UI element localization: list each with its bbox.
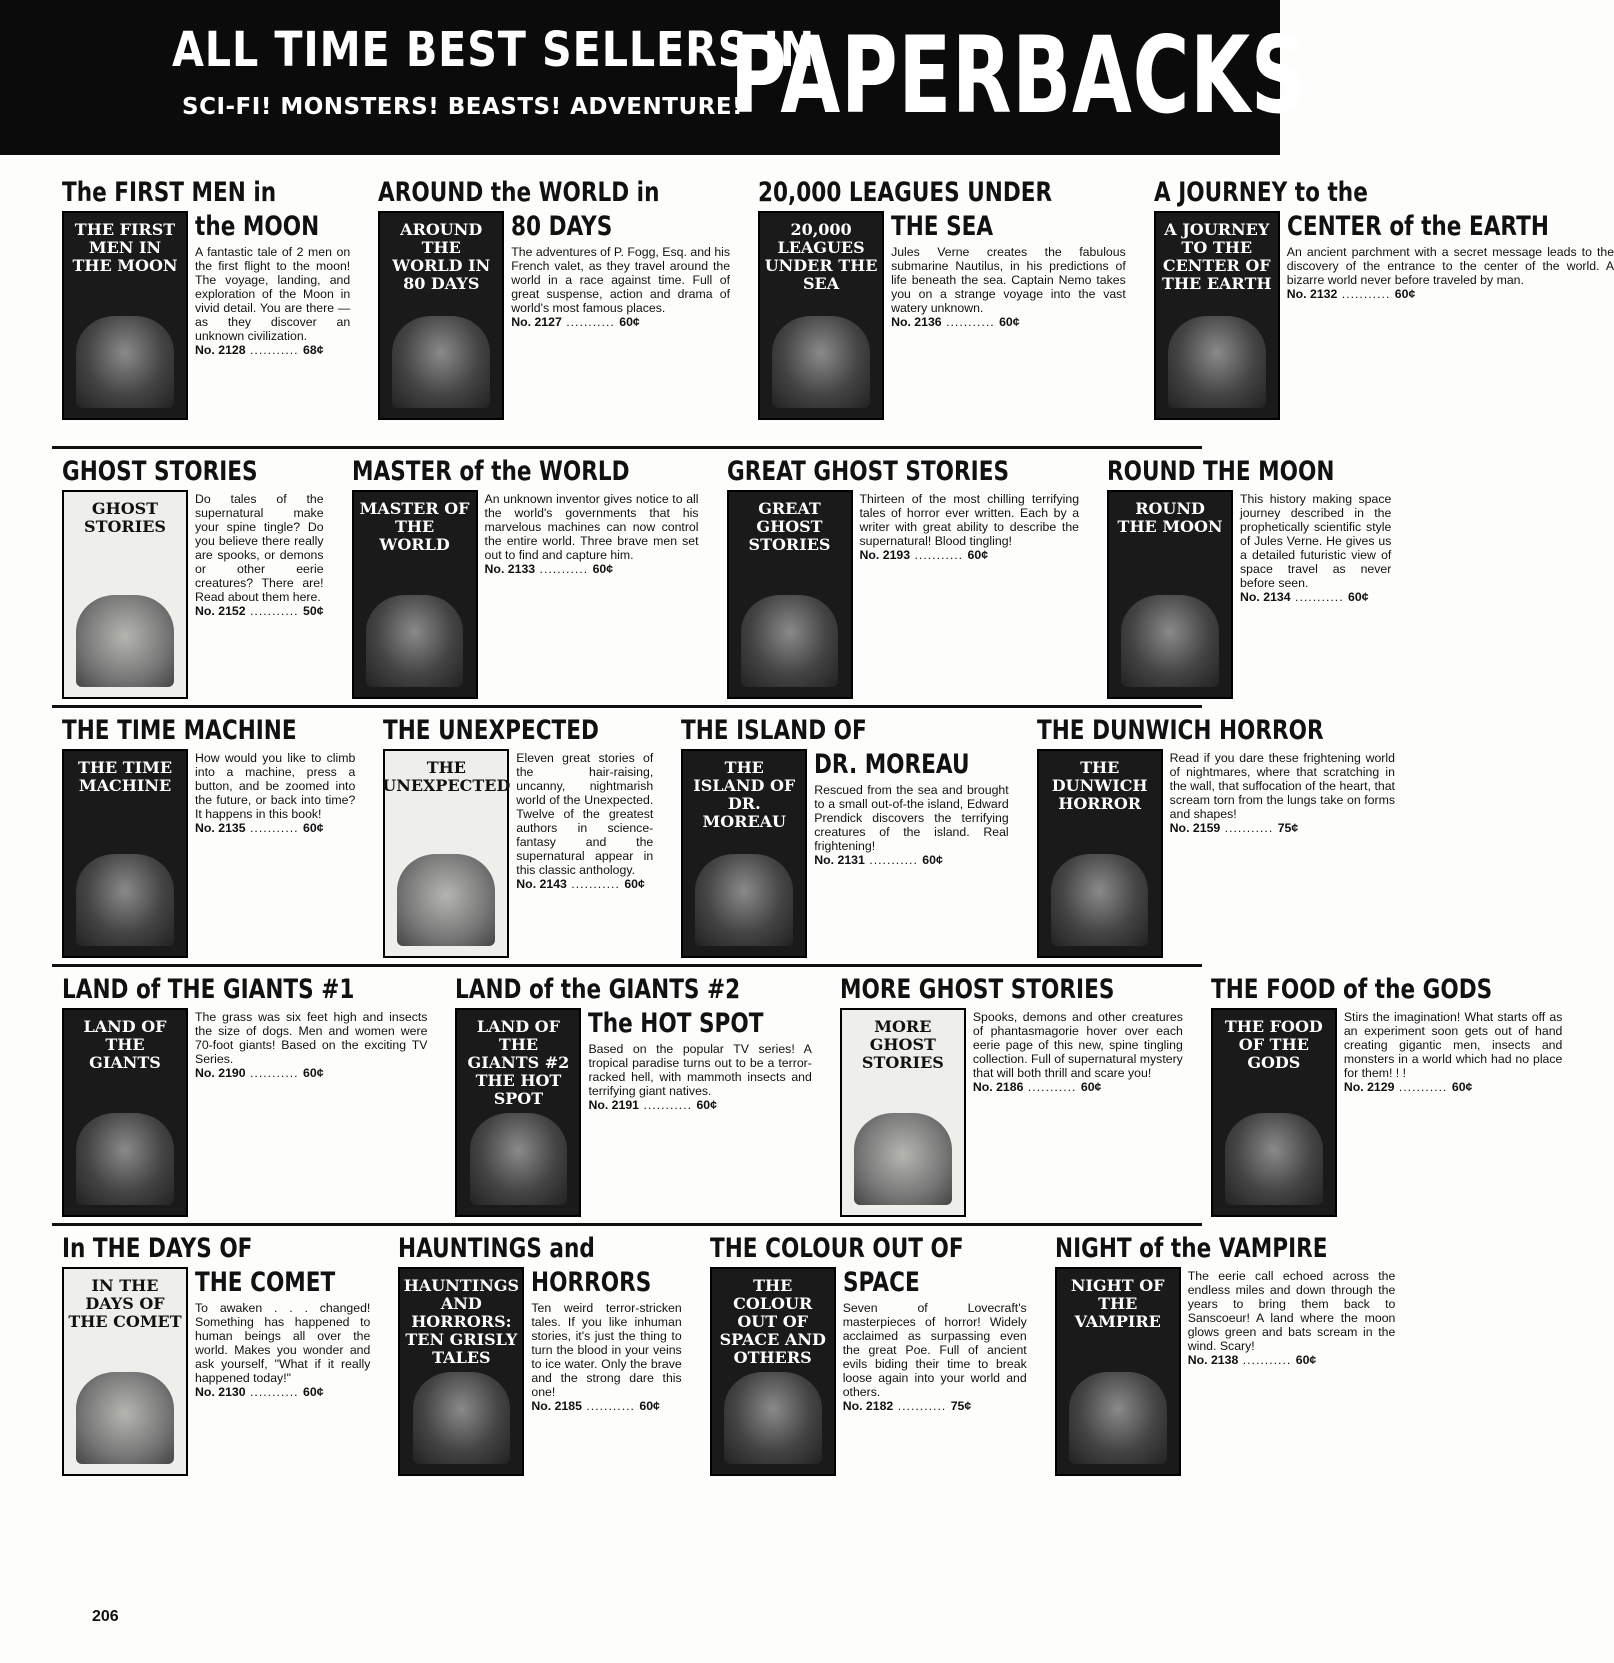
book-cover-image (1055, 1267, 1181, 1476)
cover-illustration (470, 1113, 568, 1205)
book-title: LAND of the GIANTS #2 (455, 974, 741, 1005)
book-listing (445, 967, 811, 1223)
book-listing (52, 449, 324, 705)
order-number: No. 2131 (814, 853, 865, 867)
book-description: Thirteen of the most chilling terrifying tales of horror ever written. Each by a writer with great ability to describe the supernatural! Blood tingling! (859, 492, 1080, 548)
order-number: No. 2136 (891, 315, 942, 329)
cover-title: LAND OF THE GIANTS (83, 1017, 167, 1072)
price: 60¢ (303, 821, 324, 835)
book-cover-image (758, 211, 884, 420)
order-line (1170, 821, 1395, 836)
book-cover-image (840, 1008, 966, 1217)
cover-illustration (413, 1372, 511, 1464)
order-number: No. 2129 (1343, 1080, 1395, 1094)
book-description: Eleven great stories of the hair-raising, uncanny, nightmarish world of the Unexpected. Twelve of the greatest authors in science-fantasy and the supernatural appear in this classic anthology. (516, 751, 654, 877)
leader-dots: ........... (1220, 821, 1278, 835)
book-cover-image (398, 1267, 524, 1476)
cover-illustration (76, 316, 174, 408)
price: 60¢ (999, 315, 1020, 329)
leader-dots: ........... (864, 853, 923, 867)
leader-dots: ........... (941, 315, 1000, 329)
book-title: THE DUNWICH HORROR (1036, 715, 1324, 746)
cover-illustration (76, 595, 174, 687)
cover-illustration (397, 854, 495, 946)
price: 60¢ (1348, 590, 1369, 604)
book-listing (717, 449, 1080, 705)
cover-title: THE FOOD OF THE GODS (1224, 1017, 1323, 1072)
price: 60¢ (303, 1066, 324, 1080)
book-description: The grass was six feet high and insects the size of dogs. Men and women were 70-foot giants! Based on the exciting TV Series. (195, 1010, 428, 1066)
cover-title: MASTER OF THE WORLD (359, 499, 470, 554)
book-title: In THE DAYS OF (62, 1233, 253, 1264)
leader-dots: ........... (1290, 590, 1349, 604)
price: 60¢ (1295, 1353, 1317, 1367)
cover-title: THE UNEXPECTED (382, 758, 511, 795)
book-description: Jules Verne creates the fabulous submarine Nautilus, in his predictions of life beneath the sea. Captain Nemo takes you on a strange voyage into the vast watery unknown. (891, 245, 1126, 315)
cover-illustration (76, 1113, 174, 1205)
price: 60¢ (1394, 287, 1416, 301)
leader-dots: ........... (1337, 287, 1395, 301)
book-listing (52, 1226, 370, 1482)
cover-title: 20,000 LEAGUES UNDER THE SEA (764, 220, 878, 293)
book-title: A JOURNEY to the (1153, 177, 1368, 208)
book-description: The adventures of P. Fogg, Esq. and his French valet, as they travel around the world in a race against time. Full of great suspense, action and drama of world's most famous places. (511, 245, 731, 315)
order-number: No. 2135 (195, 821, 246, 835)
cover-title: GHOST STORIES (84, 499, 166, 536)
leader-dots: ........... (639, 1098, 697, 1112)
order-line (843, 1399, 1027, 1414)
leader-dots: ........... (1023, 1080, 1081, 1094)
book-cover-image (1037, 749, 1163, 958)
price: 60¢ (624, 877, 645, 891)
cover-title: AROUND THE WORLD IN 80 DAYS (392, 220, 491, 293)
book-listing (700, 1226, 1027, 1482)
book-cover-image (455, 1008, 581, 1217)
order-number: No. 2182 (842, 1399, 894, 1413)
book-title: MORE GHOST STORIES (839, 974, 1115, 1005)
book-description: Based on the popular TV series! A tropical paradise turns out to be a terror-racked hell, with mammoth insects and terrifying giant natives. (588, 1042, 812, 1098)
book-title-continued: THE COMET (195, 1267, 336, 1298)
price: 60¢ (619, 315, 640, 329)
cover-illustration (1051, 854, 1149, 946)
price: 60¢ (1080, 1080, 1102, 1094)
book-cover-image (383, 749, 509, 958)
order-line (814, 853, 1008, 868)
order-number: No. 2193 (859, 548, 911, 562)
book-listing (830, 967, 1183, 1223)
leader-dots: ........... (561, 315, 620, 329)
cover-title: GREAT GHOST STORIES (748, 499, 831, 554)
leader-dots: ........... (893, 1399, 951, 1413)
cover-title: ROUND THE MOON (1117, 499, 1223, 536)
book-title: GHOST STORIES (62, 456, 258, 487)
book-listing (1027, 708, 1395, 964)
book-title: THE FOOD of the GODS (1210, 974, 1493, 1005)
price: 60¢ (696, 1098, 717, 1112)
order-number: No. 2133 (484, 562, 536, 576)
header-title: PAPERBACKS (730, 14, 1308, 137)
book-cover-image (62, 1008, 188, 1217)
order-line (195, 1385, 370, 1400)
cover-illustration (741, 595, 839, 687)
book-cover-image (378, 211, 504, 420)
book-title-continued: The HOT SPOT (588, 1008, 764, 1039)
order-line (511, 315, 730, 330)
cover-illustration (392, 316, 490, 408)
cover-illustration (695, 854, 793, 946)
leader-dots: ........... (245, 1066, 304, 1080)
book-cover-image (62, 490, 188, 699)
book-listing (671, 708, 1008, 964)
book-listing (342, 449, 699, 705)
cover-illustration (1069, 1372, 1167, 1464)
book-cover-image (681, 749, 807, 958)
book-description: Rescued from the sea and brought to a small out-of-the island, Edward Prendick discovers the terrifying creatures of the island. Real frightening! (814, 783, 1009, 853)
price: 60¢ (967, 548, 989, 562)
book-title: THE COLOUR OUT OF (709, 1233, 964, 1264)
leader-dots: ........... (1238, 1353, 1296, 1367)
price: 60¢ (639, 1399, 660, 1413)
book-cover-image (62, 1267, 188, 1476)
book-title: HAUNTINGS and (398, 1233, 596, 1264)
book-description: Read if you dare these frightening world of nightmares, where that scratching in the wall, that suffocation of the heart, that scream torn from the lungs take on forms and shapes! (1169, 751, 1395, 821)
book-listing (1097, 449, 1391, 705)
order-line (588, 1098, 811, 1113)
order-number: No. 2143 (516, 877, 567, 891)
order-line (195, 821, 355, 836)
book-description: Ten weird terror-stricken tales. If you like inhuman stories, it's just the thing to turn the blood in your veins to ice water. Only the brave and the strong dare this one! (531, 1301, 682, 1399)
book-description: The eerie call echoed across the endless miles and down through the years to bring them back to Sanscoeur! A land where the moon glows green and bats scream in the wind. Scary! (1187, 1269, 1396, 1353)
cover-illustration (76, 854, 174, 946)
price: 60¢ (1451, 1080, 1473, 1094)
leader-dots: ........... (910, 548, 968, 562)
cover-title: THE DUNWICH HORROR (1051, 758, 1148, 813)
cover-illustration (724, 1372, 822, 1464)
cover-illustration (1121, 595, 1219, 687)
cover-title: THE ISLAND OF DR. MOREAU (693, 758, 796, 831)
order-line (1344, 1080, 1563, 1095)
book-description: To awaken . . . changed! Something has happened to human beings all over the world. Makes you wonder and ask yourself, "What if it really happened today!" (195, 1301, 371, 1385)
order-line (1287, 287, 1614, 302)
cover-title: HAUNTINGS AND HORRORS: TEN GRISLY TALES (403, 1276, 520, 1367)
order-number: No. 2191 (588, 1098, 640, 1112)
order-line (195, 1066, 427, 1081)
order-number: No. 2134 (1240, 590, 1291, 604)
book-cover-image (1154, 211, 1280, 420)
book-title-continued: DR. MOREAU (814, 749, 970, 780)
leader-dots: ........... (535, 562, 593, 576)
price: 68¢ (303, 343, 324, 357)
book-cover-image (1107, 490, 1233, 699)
book-title: ROUND THE MOON (1107, 456, 1335, 487)
leader-dots: ........... (245, 343, 304, 357)
book-title-continued: SPACE (842, 1267, 920, 1298)
book-listing (373, 708, 653, 964)
header-line1: ALL TIME BEST SELLERS IN (172, 22, 816, 78)
cover-title: THE FIRST MEN IN THE MOON (72, 220, 178, 275)
order-number: No. 2185 (531, 1399, 582, 1413)
cover-title: NIGHT OF THE VAMPIRE (1070, 1276, 1165, 1331)
book-listing (1144, 170, 1614, 446)
cover-illustration (1168, 316, 1266, 408)
catalog-row (52, 964, 1563, 1223)
book-cover-image (62, 211, 188, 420)
book-title: The FIRST MEN in (62, 177, 277, 208)
book-listing (1045, 1226, 1396, 1482)
book-title: NIGHT of the VAMPIRE (1054, 1233, 1328, 1264)
cover-illustration (366, 595, 464, 687)
book-title-continued: HORRORS (531, 1267, 652, 1298)
order-line (973, 1080, 1183, 1095)
order-number: No. 2159 (1169, 821, 1221, 835)
book-description: A fantastic tale of 2 men on the first flight to the moon! The voyage, landing, and exploration of the Moon in vivid detail. You are there — as they discover an unknown civilization. (195, 245, 351, 343)
cover-illustration (772, 316, 870, 408)
catalog-row (52, 446, 1392, 705)
book-description: Spooks, demons and other creatures of phantasmagorie hover over each eerie page of this new, spine tingling collection. Full of supernatural mystery that will both thrill and scare you! (972, 1010, 1183, 1080)
order-line (531, 1399, 681, 1414)
price: 75¢ (950, 1399, 972, 1413)
book-description: This history making space journey described in the prophetically scientific style of Jules Verne. He gives us a detailed futuristic view of space travel as never before seen. (1240, 492, 1392, 590)
book-description: Seven of Lovecraft's masterpieces of horror! Widely acclaimed as surpassing even the great Poe. Full of ancient evils biding their time to break loose again into your world and others. (842, 1301, 1027, 1399)
order-number: No. 2190 (195, 1066, 246, 1080)
book-listing (368, 170, 730, 446)
order-number: No. 2138 (1187, 1353, 1239, 1367)
page-number: 206 (92, 1608, 119, 1625)
book-listing (1201, 967, 1563, 1223)
book-cover-image (62, 749, 188, 958)
order-number: No. 2128 (195, 343, 246, 357)
book-title: 20,000 LEAGUES UNDER (758, 177, 1053, 208)
order-line (1240, 590, 1391, 605)
order-number: No. 2132 (1286, 287, 1338, 301)
book-description: Do tales of the supernatural make your spine tingle? Do you believe there really are spooks, or demons or other eerie creatures? There are! Read about them here. (195, 492, 324, 604)
leader-dots: ........... (581, 1399, 640, 1413)
book-title: THE TIME MACHINE (62, 715, 297, 746)
order-number: No. 2152 (195, 604, 246, 618)
book-description: Stirs the imagination! What starts off as an experiment soon gets out of hand creating gigantic men, insects and monsters in a world which had no place for them! ! ! (1343, 1010, 1563, 1080)
cover-title: THE COLOUR OUT OF SPACE AND OTHERS (719, 1276, 826, 1367)
order-line (195, 343, 350, 358)
leader-dots: ........... (1394, 1080, 1452, 1094)
price: 60¢ (592, 562, 614, 576)
book-cover-image (1211, 1008, 1337, 1217)
order-line (516, 877, 653, 892)
order-line (195, 604, 324, 619)
book-title-continued: THE SEA (891, 211, 994, 242)
header-line2: SCI-FI! MONSTERS! BEASTS! ADVENTURE! (182, 94, 744, 120)
book-title: AROUND the WORLD in (378, 177, 660, 208)
book-title-continued: 80 DAYS (511, 211, 613, 242)
leader-dots: ........... (245, 1385, 304, 1399)
book-cover-image (352, 490, 478, 699)
leader-dots: ........... (245, 604, 304, 618)
catalog-row (52, 705, 1395, 964)
book-listing (748, 170, 1126, 446)
order-line (891, 315, 1126, 330)
book-description: An unknown inventor gives notice to all the world's governments that his marvelous machines can now control the entire world. Three brave men set out to find and capture him. (484, 492, 699, 562)
book-title-continued: CENTER of the EARTH (1286, 211, 1549, 242)
book-title-continued: the MOON (195, 211, 320, 242)
book-listing (52, 170, 350, 446)
book-cover-image (710, 1267, 836, 1476)
book-description: How would you like to climb into a machine, press a button, and be zoomed into the future, or back into time? It happens in this book! (195, 751, 356, 821)
cover-title: LAND OF THE GIANTS #2 THE HOT SPOT (467, 1017, 570, 1108)
catalog-row (52, 170, 1614, 446)
book-title: MASTER of the WORLD (351, 456, 630, 487)
leader-dots: ........... (566, 877, 625, 891)
book-title: GREAT GHOST STORIES (726, 456, 1009, 487)
price: 60¢ (922, 853, 943, 867)
cover-title: IN THE DAYS OF THE COMET (68, 1276, 182, 1331)
book-title: LAND of THE GIANTS #1 (62, 974, 355, 1005)
leader-dots: ........... (245, 821, 304, 835)
order-number: No. 2127 (511, 315, 562, 329)
cover-title: THE TIME MACHINE (77, 758, 173, 795)
price: 50¢ (303, 604, 324, 618)
header-banner (0, 0, 1308, 155)
order-number: No. 2186 (972, 1080, 1024, 1094)
book-title: THE UNEXPECTED (383, 715, 600, 746)
order-line (860, 548, 1080, 563)
cover-title: MORE GHOST STORIES (861, 1017, 944, 1072)
book-listing (52, 708, 355, 964)
price: 75¢ (1277, 821, 1299, 835)
order-line (1188, 1353, 1396, 1368)
cover-illustration (854, 1113, 952, 1205)
catalog-grid (52, 170, 1614, 1482)
order-line (485, 562, 699, 577)
order-number: No. 2130 (195, 1385, 246, 1399)
cover-illustration (1225, 1113, 1323, 1205)
cover-title: A JOURNEY TO THE CENTER OF THE EARTH (1162, 220, 1272, 293)
catalog-row (52, 1223, 1396, 1482)
book-cover-image (727, 490, 853, 699)
price: 60¢ (303, 1385, 324, 1399)
book-listing (388, 1226, 681, 1482)
book-listing (52, 967, 427, 1223)
book-title: THE ISLAND OF (681, 715, 868, 746)
cover-illustration (76, 1372, 174, 1464)
book-description: An ancient parchment with a secret message leads to the discovery of the entrance to the center of the world. A bizarre world never before traveled by man. (1286, 245, 1614, 287)
